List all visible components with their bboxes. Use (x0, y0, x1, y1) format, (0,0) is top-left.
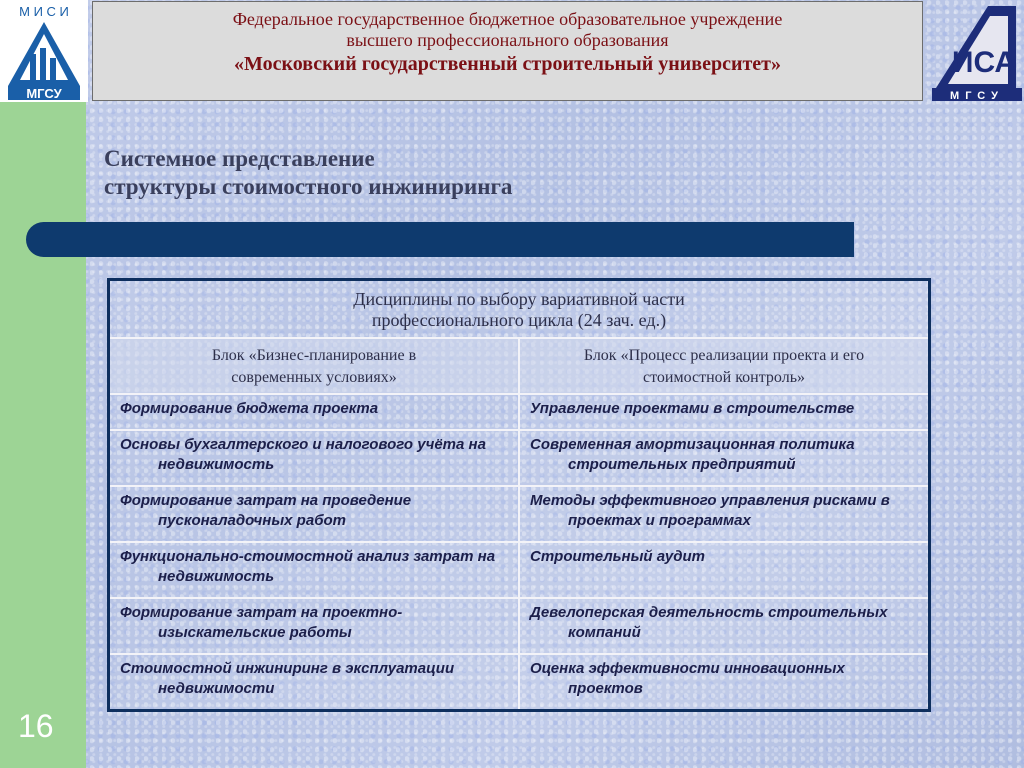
block-right-line-1: Блок «Процесс реализации проекта и его (583, 347, 865, 364)
block-left-header (109, 338, 520, 394)
table-cell-right: Строительный аудит (519, 542, 930, 598)
block-left-line-2: современных условиях» (231, 369, 397, 386)
block-left-line-1: Блок «Бизнес-планирование в (211, 347, 417, 364)
table-cell-left: Основы бухгалтерского и налогового учёта на недвижимость (109, 430, 520, 486)
disciplines-table (107, 278, 931, 712)
mgsu-logo-right (928, 0, 1024, 102)
table-caption (109, 280, 930, 339)
header-line-1: Федеральное государственное бюджетное образовательное учреждение (232, 9, 783, 29)
table-caption-row (109, 280, 930, 339)
table-cell-right: Современная амортизационная политика строительных предприятий (519, 430, 930, 486)
logo-left-top-text: М И С И (19, 4, 69, 19)
table-row (109, 430, 930, 486)
table-cell-right: Методы эффективного управления рисками в проектах и программах (519, 486, 930, 542)
caption-line-2: профессионального цикла (24 зач. ед.) (371, 310, 667, 330)
block-right-header (519, 338, 930, 394)
block-right-line-2: стоимостной контроль» (643, 369, 805, 386)
logo-left-bottom-text: МГСУ (26, 86, 62, 101)
table-cell-left: Функционально-стоимостной анализ затрат на недвижимость (109, 542, 520, 598)
logo-right-bottom-text: МГСУ (950, 90, 1004, 102)
slide-number: 16 (18, 708, 54, 744)
table-cell-left: Стоимостной инжиниринг в эксплуатации недвижимости (109, 654, 520, 711)
sidebar-strip (0, 0, 86, 768)
table-cell-right: Управление проектами в строительстве (519, 394, 930, 430)
header-line-2: высшего профессионального образования (346, 30, 669, 50)
title-line-2: структуры стоимостного инжиниринга (104, 174, 513, 199)
caption-line-1: Дисциплины по выбору вариативной части (353, 289, 685, 309)
table-row (109, 654, 930, 711)
table-cell-left: Формирование бюджета проекта (109, 394, 520, 430)
table-cell-right: Девелоперская деятельность строительных компаний (519, 598, 930, 654)
table-row (109, 598, 930, 654)
table-cell-right: Оценка эффективности инновационных проектов (519, 654, 930, 711)
table-cell-left: Формирование затрат на проведение пусконаладочных работ (109, 486, 520, 542)
table-row (109, 394, 930, 430)
table-header-row (109, 338, 930, 394)
mgsu-logo-left (0, 0, 88, 102)
table-row (109, 486, 930, 542)
header-line-3: «Московский государственный строительный университет» (233, 53, 781, 75)
table-cell-left: Формирование затрат на проектно-изыскательские работы (109, 598, 520, 654)
table-row (109, 542, 930, 598)
header-banner (92, 1, 923, 101)
title-line-1: Системное представление (104, 146, 375, 171)
page-title (104, 145, 512, 201)
title-underline-bar (26, 222, 854, 257)
logo-right-mark-text: ИСА (951, 46, 1017, 79)
